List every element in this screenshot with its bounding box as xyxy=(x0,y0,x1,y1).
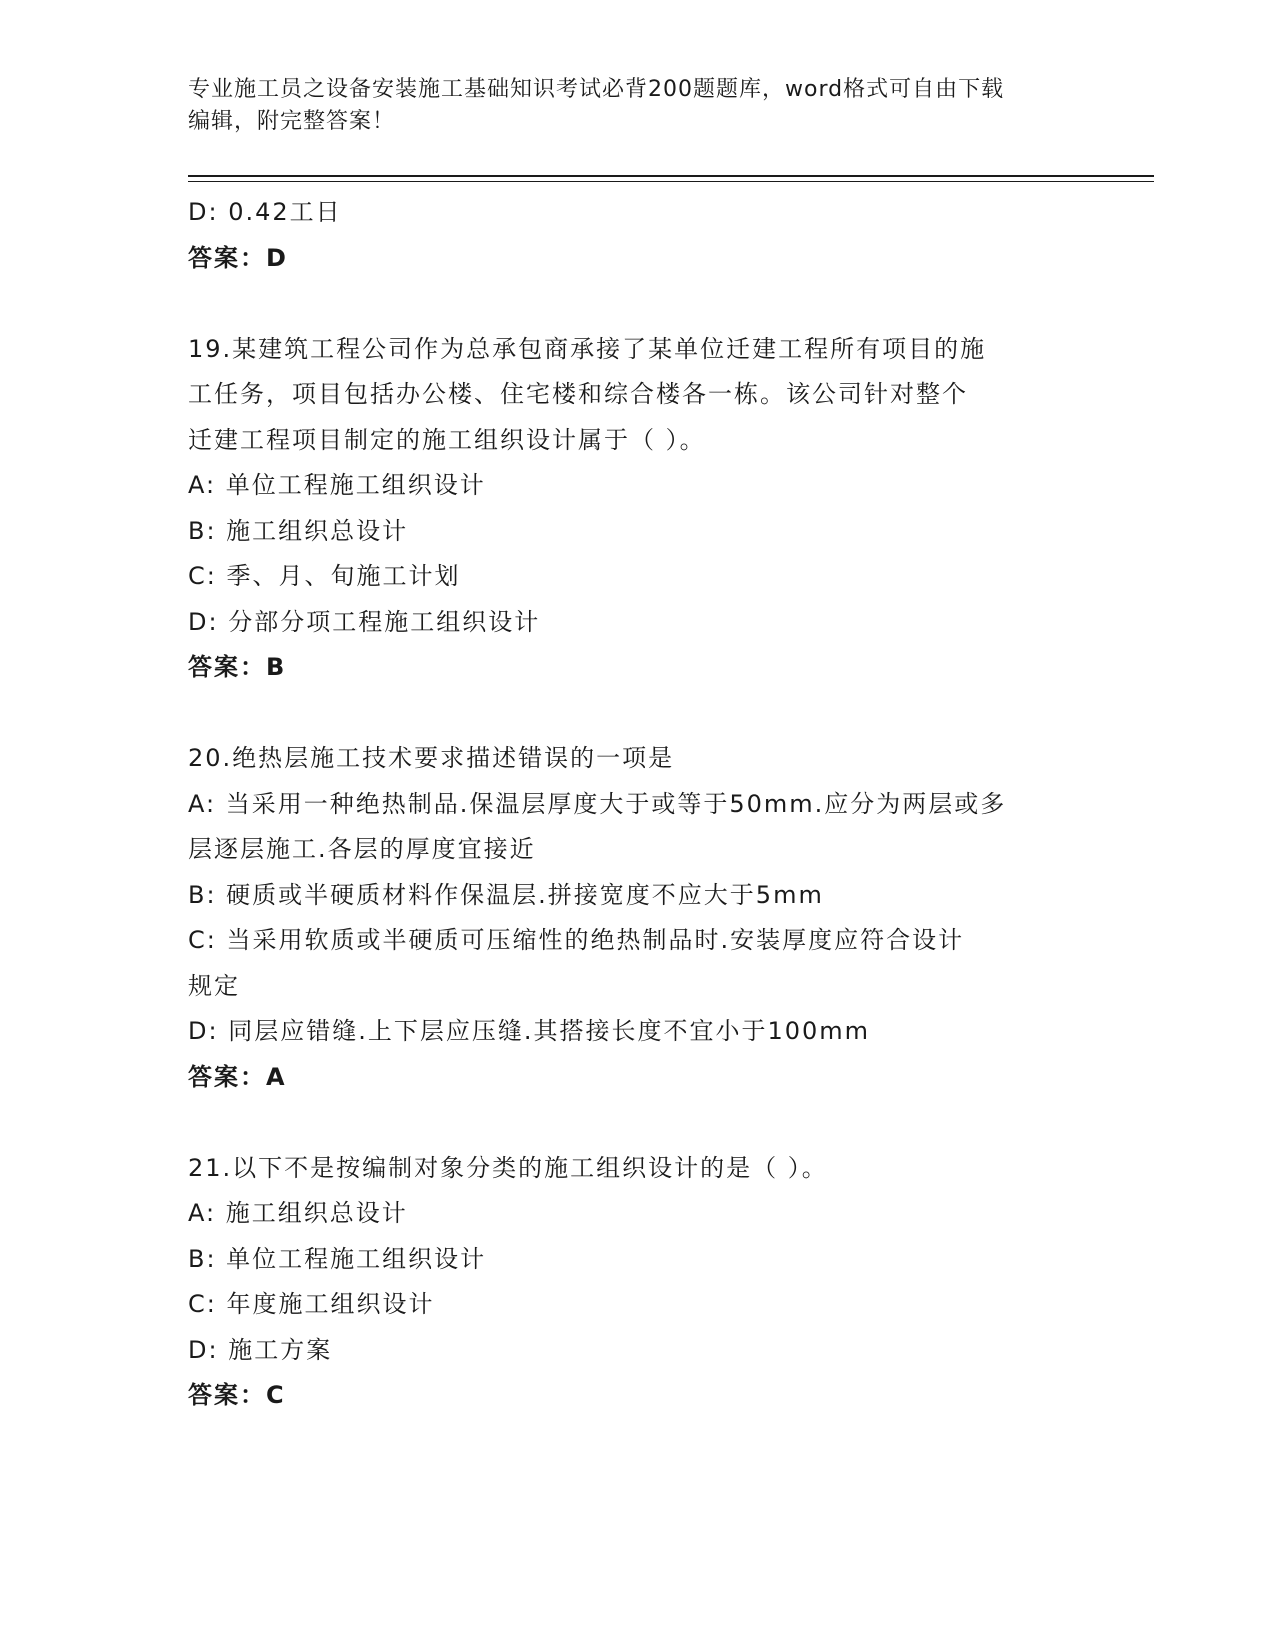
q19-text-line-3: 迁建工程项目制定的施工组织设计属于（ ）。 xyxy=(188,425,706,454)
q19-option-b: B: 施工组织总设计 xyxy=(188,516,409,545)
document-header xyxy=(188,74,1068,138)
header-divider-thin xyxy=(188,181,1154,182)
question-19 xyxy=(188,327,1088,691)
q21-option-b: B: 单位工程施工组织设计 xyxy=(188,1244,487,1273)
q21-answer: 答案：C xyxy=(188,1381,286,1409)
q21-title: 21.以下不是按编制对象分类的施工组织设计的是（ ）。 xyxy=(188,1153,828,1182)
question-21 xyxy=(188,1146,1088,1419)
q19-option-d: D: 分部分项工程施工组织设计 xyxy=(188,607,541,636)
prev-answer: 答案：D xyxy=(188,243,288,272)
header-divider-thick xyxy=(188,175,1154,177)
q20-title: 20.绝热层施工技术要求描述错误的一项是 xyxy=(188,744,675,772)
q20-option-d: D: 同层应错缝.上下层应压缝.其搭接长度不宜小于100mm xyxy=(188,1017,871,1045)
q19-text-line-1: 19.某建筑工程公司作为总承包商承接了某单位迁建工程所有项目的施 xyxy=(188,334,987,363)
q21-option-a: A: 施工组织总设计 xyxy=(188,1199,408,1227)
spacer xyxy=(188,691,1088,737)
q20-option-b: B: 硬质或半硬质材料作保温层.拼接宽度不应大于5mm xyxy=(188,880,824,909)
question-content xyxy=(188,190,1088,1419)
q19-answer: 答案：B xyxy=(188,653,287,681)
spacer xyxy=(188,281,1088,327)
q19-text-line-2: 工任务，项目包括办公楼、住宅楼和综合楼各一栋。该公司针对整个 xyxy=(188,380,968,408)
q19-option-a: A: 单位工程施工组织设计 xyxy=(188,471,486,499)
prev-option-d: D: 0.42工日 xyxy=(188,198,342,226)
q20-option-c-line-2: 规定 xyxy=(188,971,240,1000)
spacer xyxy=(188,1100,1088,1146)
q20-option-a-line-1: A: 当采用一种绝热制品.保温层厚度大于或等于50mm.应分为两层或多 xyxy=(188,789,1007,818)
q19-option-c: C: 季、月、旬施工计划 xyxy=(188,562,461,590)
q21-option-d: D: 施工方案 xyxy=(188,1335,333,1364)
q20-answer: 答案：A xyxy=(188,1062,287,1091)
q21-option-c: C: 年度施工组织设计 xyxy=(188,1290,435,1318)
header-line-2: 编辑，附完整答案！ xyxy=(188,109,396,134)
q20-option-a-line-2: 层逐层施工.各层的厚度宜接近 xyxy=(188,835,536,863)
q20-option-c-line-1: C: 当采用软质或半硬质可压缩性的绝热制品时.安装厚度应符合设计 xyxy=(188,926,965,954)
header-line-1: 专业施工员之设备安装施工基础知识考试必背200题题库，word格式可自由下载 xyxy=(188,77,1005,102)
question-20 xyxy=(188,736,1088,1100)
